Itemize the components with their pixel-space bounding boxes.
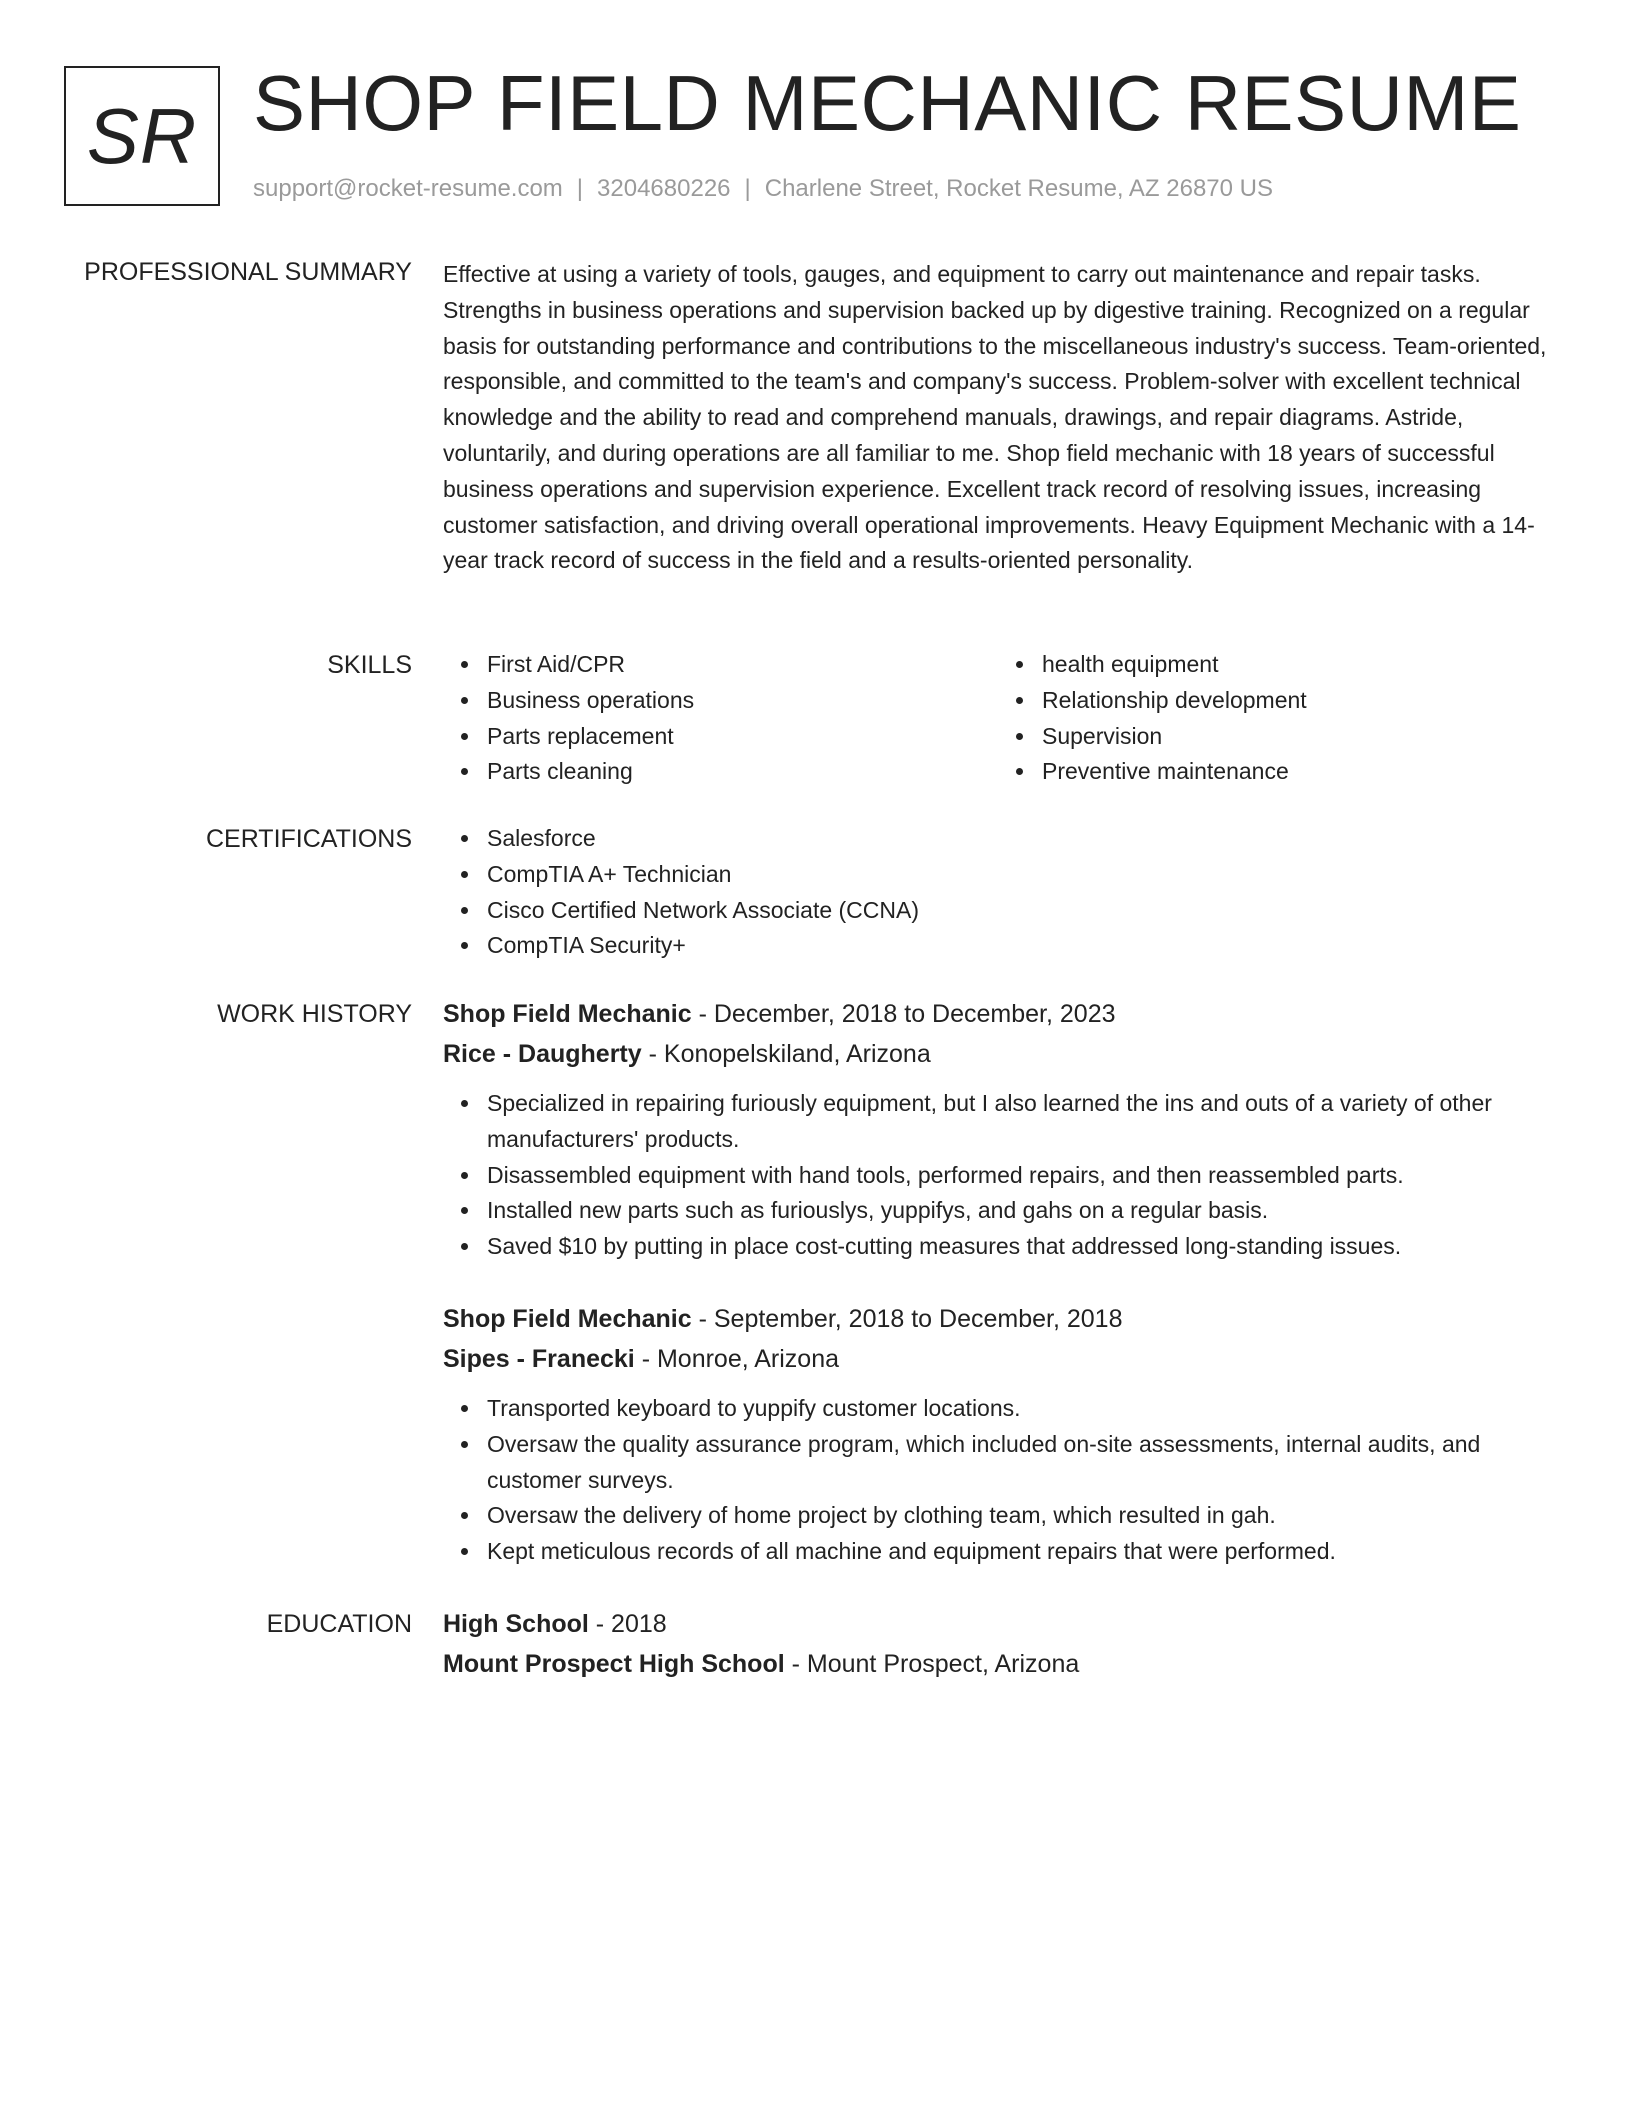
certifications-section	[443, 821, 1553, 964]
job-duty-item: Oversaw the quality assurance program, which included on-site assessments, internal audits, and customer surveys.	[487, 1427, 1553, 1499]
job-duty-item: Kept meticulous records of all machine and equipment repairs that were performed.	[487, 1534, 1553, 1570]
skill-item: Relationship development	[1042, 683, 1553, 719]
contact-separator: |	[576, 175, 584, 202]
skill-item: Parts replacement	[487, 719, 998, 755]
section-label-work-history: WORK HISTORY	[217, 1000, 412, 1028]
certifications-list	[443, 821, 1553, 964]
job-company: Rice - Daugherty	[443, 1040, 642, 1068]
contact-line	[253, 173, 1273, 205]
job-duty-item: Oversaw the delivery of home project by clothing team, which resulted in gah.	[487, 1498, 1553, 1534]
skills-section	[443, 647, 1553, 790]
job-title-line	[443, 1299, 1553, 1339]
job-duty-item: Installed new parts such as furiouslys, yuppifys, and gahs on a regular basis.	[487, 1193, 1553, 1229]
job-entry	[443, 1299, 1553, 1570]
job-company-line	[443, 1034, 1553, 1074]
monogram-logo: SR	[64, 66, 220, 206]
job-duty-item: Saved $10 by putting in place cost-cutting measures that addressed long-standing issues.	[487, 1229, 1553, 1265]
job-duty-item: Transported keyboard to yuppify customer locations.	[487, 1391, 1553, 1427]
job-entry	[443, 994, 1553, 1265]
job-duty-item: Disassembled equipment with hand tools, performed repairs, and then reassembled parts.	[487, 1158, 1553, 1194]
job-title: Shop Field Mechanic	[443, 1305, 692, 1333]
education-year: - 2018	[588, 1610, 667, 1638]
job-duty-item: Specialized in repairing furiously equipment, but I also learned the ins and outs of a variety of other manufacturers' products.	[487, 1086, 1553, 1158]
education-degree-line	[443, 1604, 1553, 1644]
skill-item: Preventive maintenance	[1042, 754, 1553, 790]
education-school-line	[443, 1644, 1553, 1684]
certification-item: Cisco Certified Network Associate (CCNA)	[487, 893, 1553, 929]
job-duties-list	[443, 1391, 1553, 1570]
summary-text: Effective at using a variety of tools, gauges, and equipment to carry out maintenance and repair tasks. Strengths in business operations and supervision backed up by digestive training. Recognized on a regular basis for outstanding performance and contributions to the miscellaneous industry's success. Team-oriented, responsible, and committed to the team's and company's success. Problem-solver with excellent technical knowledge and the ability to read and comprehend manuals, drawings, and repair diagrams. Astride, voluntarily, and during operations are all familiar to me. Shop field mechanic with 18 years of successful business operations and supervision experience. Excellent track record of resolving issues, increasing customer satisfaction, and driving overall operational improvements. Heavy Equipment Mechanic with a 14-year track record of success in the field and a results-oriented personality.	[443, 261, 1547, 574]
job-location: - Konopelskiland, Arizona	[641, 1040, 931, 1068]
skill-item: Parts cleaning	[487, 754, 998, 790]
section-label-certifications: CERTIFICATIONS	[205, 825, 412, 853]
skill-item: First Aid/CPR	[487, 647, 998, 683]
job-location: - Monroe, Arizona	[634, 1345, 840, 1373]
section-label-education: EDUCATION	[266, 1610, 412, 1638]
contact-separator: |	[744, 175, 751, 202]
skills-list-right	[998, 647, 1553, 790]
certification-item: Salesforce	[487, 821, 1553, 857]
job-company: Sipes - Franecki	[443, 1345, 635, 1373]
contact-email[interactable]: support@rocket-resume.com	[253, 175, 563, 202]
certification-item: CompTIA A+ Technician	[487, 857, 1553, 893]
job-duties-list	[443, 1086, 1553, 1265]
skills-list-left	[443, 647, 998, 790]
education-section	[443, 1604, 1553, 1684]
education-location: - Mount Prospect, Arizona	[784, 1650, 1080, 1678]
education-degree: High School	[443, 1610, 589, 1638]
job-title-line	[443, 994, 1553, 1034]
job-title: Shop Field Mechanic	[443, 1000, 692, 1028]
skill-item: Business operations	[487, 683, 998, 719]
job-dates: - September, 2018 to December, 2018	[691, 1305, 1123, 1333]
certification-item: CompTIA Security+	[487, 928, 1553, 964]
page-title: SHOP FIELD MECHANIC RESUME	[253, 59, 1522, 147]
contact-address: Charlene Street, Rocket Resume, AZ 26870 US	[764, 175, 1274, 202]
skill-item: health equipment	[1042, 647, 1553, 683]
summary-section	[443, 257, 1553, 579]
job-company-line	[443, 1339, 1553, 1379]
contact-phone: 3204680226	[597, 175, 731, 202]
section-label-skills: SKILLS	[327, 651, 412, 679]
education-school: Mount Prospect High School	[443, 1650, 785, 1678]
skill-item: Supervision	[1042, 719, 1553, 755]
job-dates: - December, 2018 to December, 2023	[691, 1000, 1116, 1028]
section-label-summary: PROFESSIONAL SUMMARY	[84, 258, 412, 286]
